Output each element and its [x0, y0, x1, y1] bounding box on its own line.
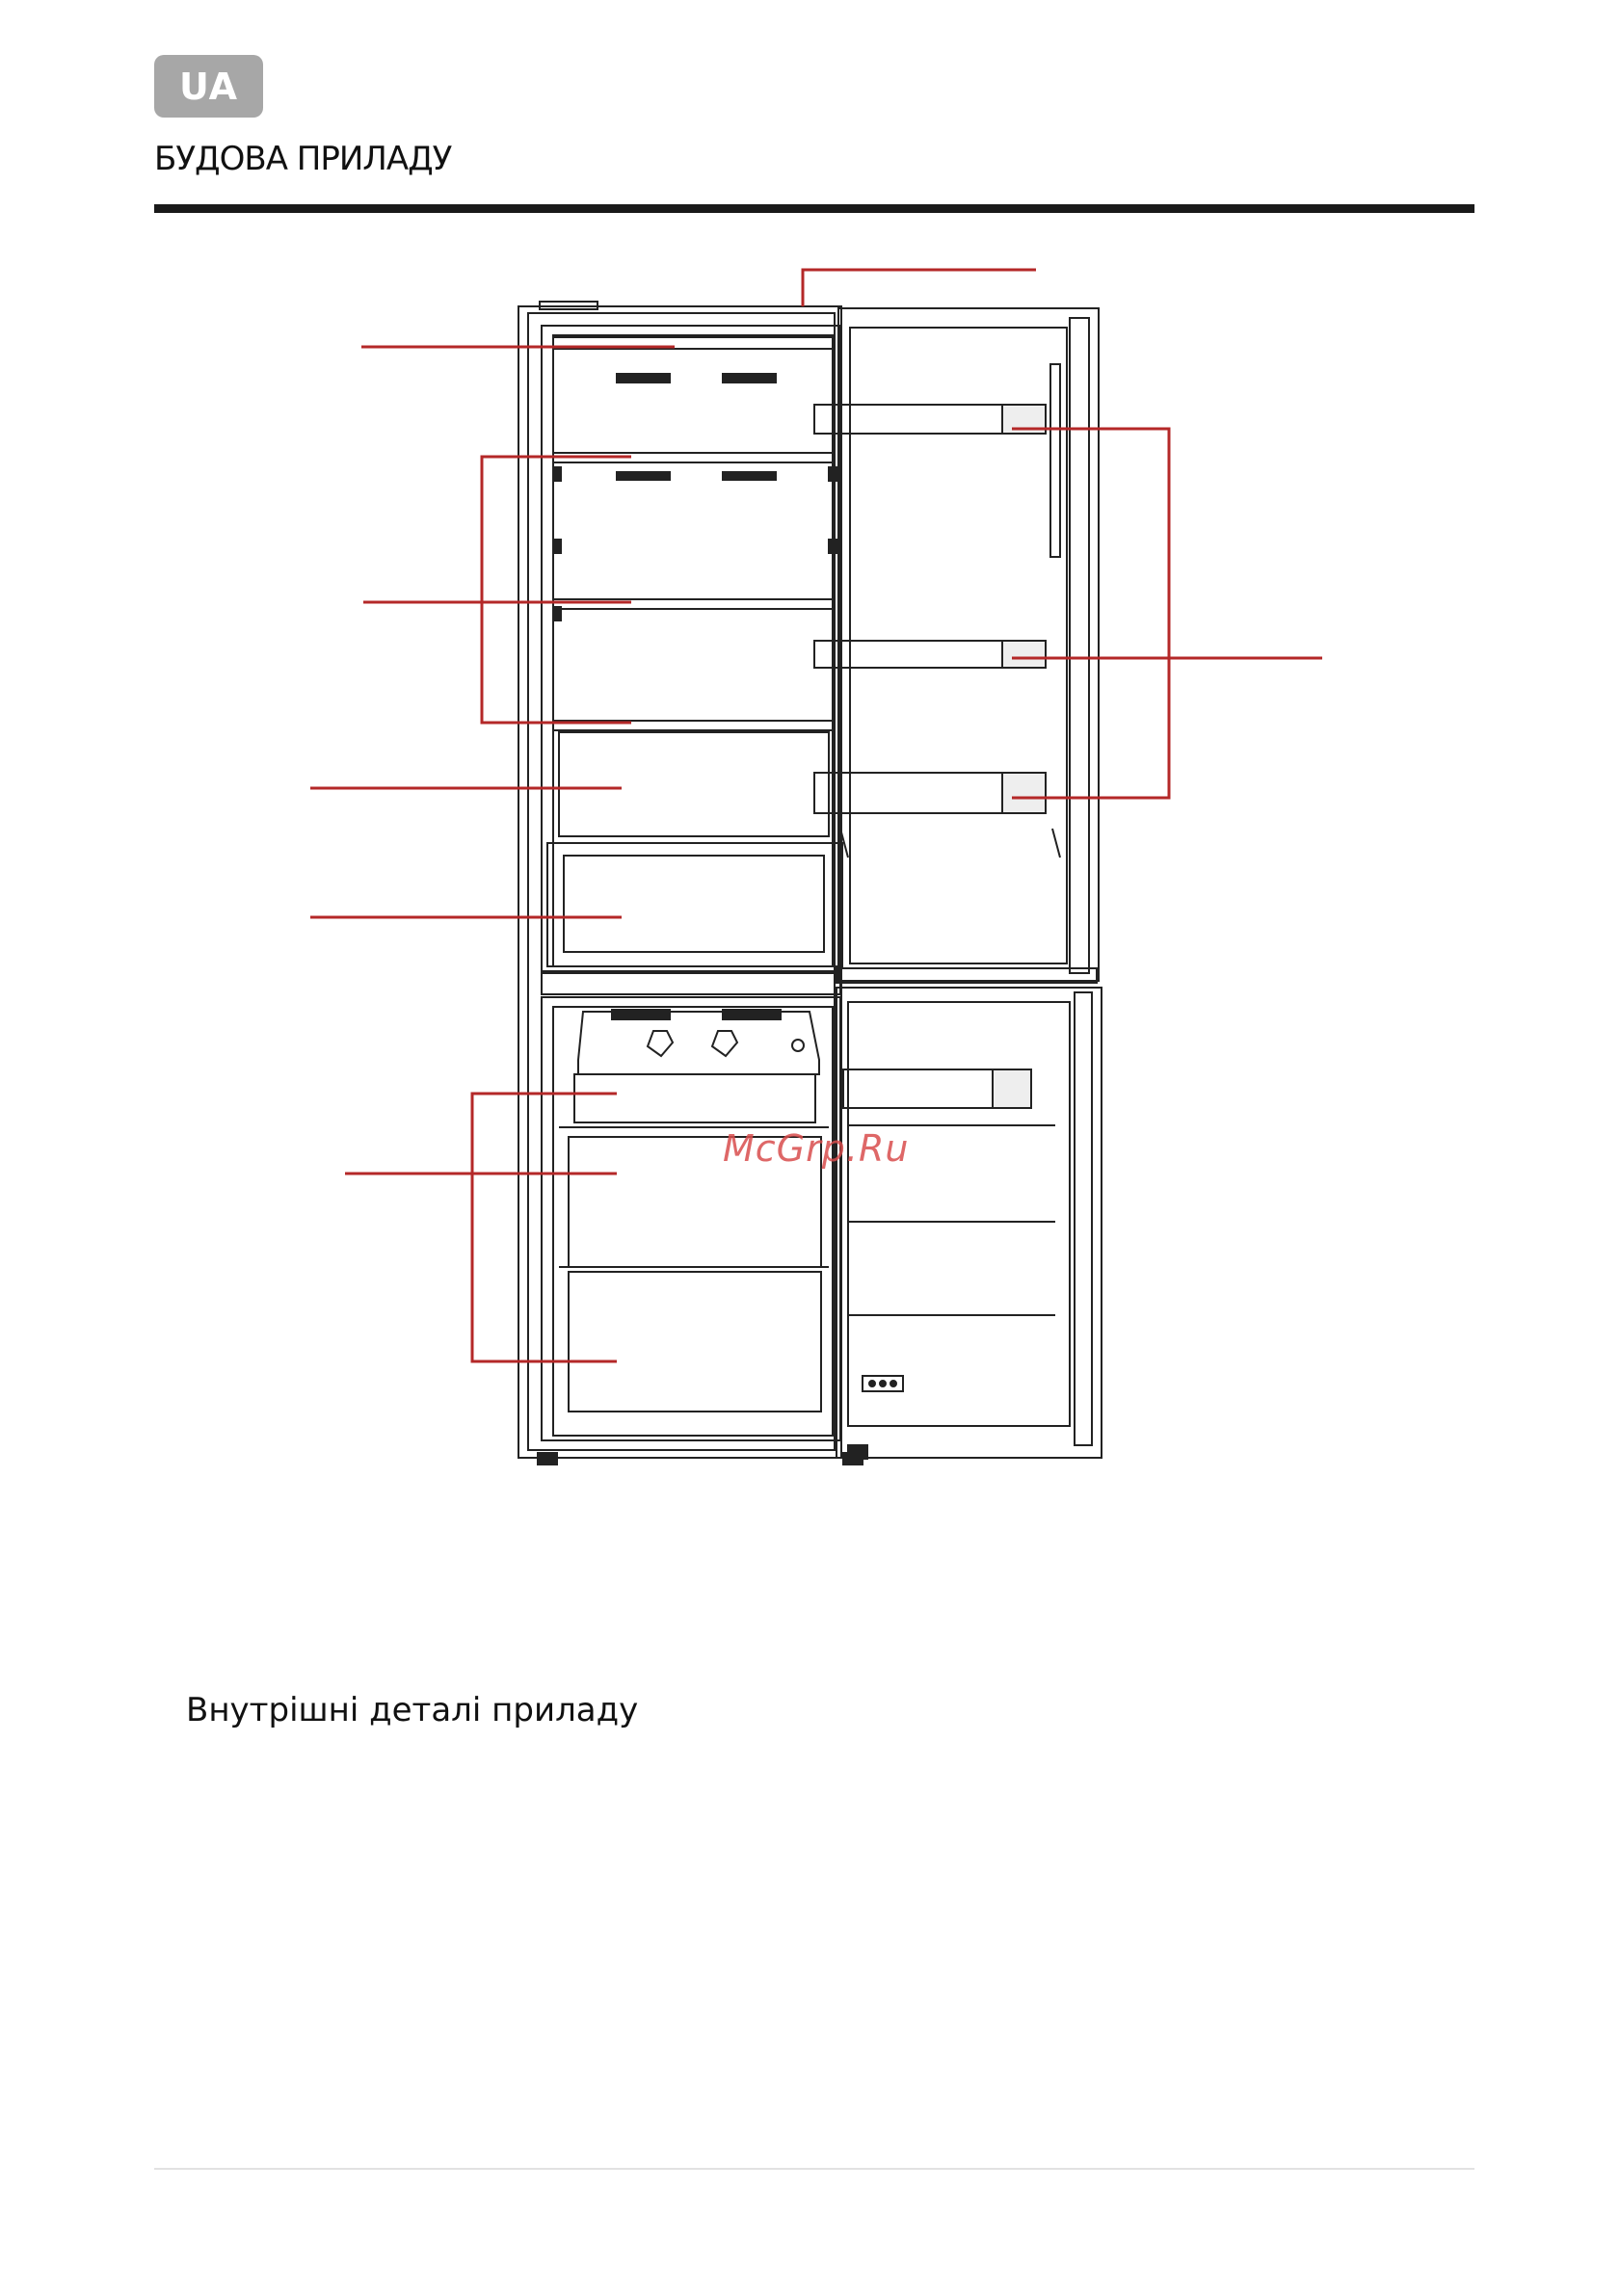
footer-divider — [154, 2168, 1474, 2170]
callout-door-balconies — [1012, 429, 1169, 798]
freezer-drawer — [569, 1272, 821, 1412]
crisper-drawer — [559, 732, 829, 836]
callout-thermostat — [803, 270, 1036, 306]
crisper-drawer — [547, 843, 842, 966]
watermark: McGrp.Ru — [723, 1127, 910, 1170]
callout-shelves — [482, 457, 631, 723]
page-title: БУДОВА ПРИЛАДУ — [154, 140, 452, 178]
freezer-compartment — [542, 997, 840, 1440]
cabinet-body — [518, 306, 841, 1458]
callout-freezer-drawers — [472, 1094, 617, 1361]
language-badge: UA — [154, 55, 263, 118]
freezer-drawer — [574, 1074, 815, 1122]
section-heading: Внутрішні деталі приладу — [186, 1691, 639, 1729]
compartment-divider — [542, 973, 840, 994]
fridge-compartment — [542, 326, 840, 971]
